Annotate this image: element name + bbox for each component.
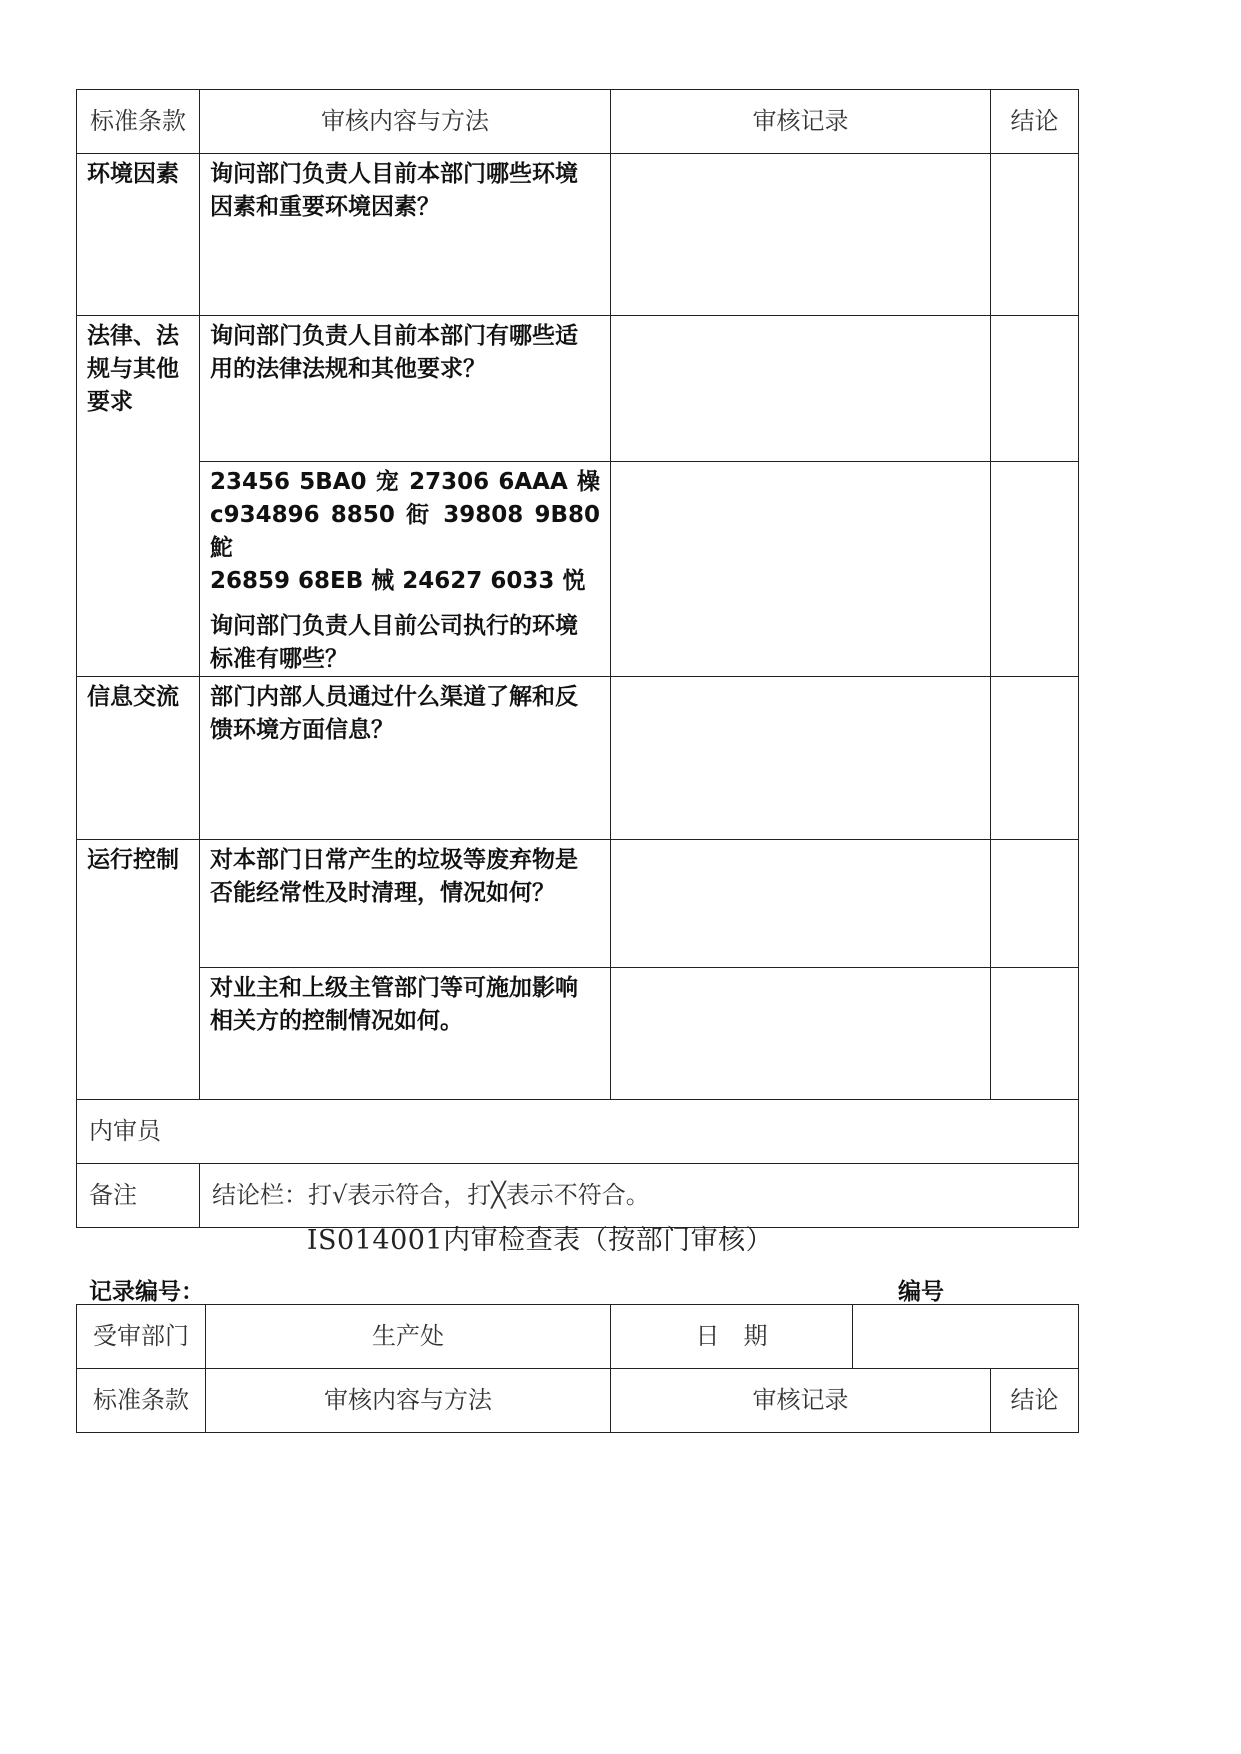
header-clause: 标准条款: [77, 90, 200, 154]
conclusion-cell[interactable]: [991, 462, 1079, 677]
record-cell[interactable]: [611, 316, 991, 462]
table-header-row: [77, 90, 1079, 154]
clause-cell: 环境因素: [77, 154, 200, 316]
table-row: [77, 677, 1079, 840]
number-label: 编号: [898, 1279, 944, 1305]
record-cell[interactable]: [611, 154, 991, 316]
header-audit-record: 审核记录: [611, 90, 991, 154]
table-row: [77, 840, 1079, 968]
content-cell: 部门内部人员通过什么渠道了解和反馈环境方面信息？: [200, 677, 611, 840]
dept-row: [77, 1305, 1079, 1369]
auditor-row: [77, 1100, 1079, 1164]
header-content-method: 审核内容与方法: [200, 90, 611, 154]
record-cell[interactable]: [611, 677, 991, 840]
table-row: [77, 316, 1079, 462]
header-clause: 标准条款: [77, 1369, 206, 1433]
date-label: 日 期: [611, 1305, 853, 1369]
audit-table-upper: [76, 89, 1079, 1228]
record-number-label: 记录编号：: [89, 1279, 204, 1305]
dept-value: 生产处: [206, 1305, 611, 1369]
table-row: [77, 968, 1079, 1100]
conclusion-cell[interactable]: [991, 316, 1079, 462]
clause-cell: 运行控制: [77, 840, 200, 1100]
conclusion-cell[interactable]: [991, 840, 1079, 968]
content-text: 询问部门负责人目前公司执行的环境标准有哪些？: [210, 613, 578, 672]
code-line: 26859 68EB 械 24627 6033 悦: [210, 568, 586, 594]
clause-cell: 法律、法规与其他要求: [77, 316, 200, 677]
conclusion-cell[interactable]: [991, 154, 1079, 316]
record-cell[interactable]: [611, 462, 991, 677]
content-cell: 询问部门负责人目前本部门有哪些适用的法律法规和其他要求？: [200, 316, 611, 462]
header-content-method: 审核内容与方法: [206, 1369, 611, 1433]
content-cell: 询问部门负责人目前本部门哪些环境因素和重要环境因素？: [200, 154, 611, 316]
content-cell: 对业主和上级主管部门等可施加影响相关方的控制情况如何。: [200, 968, 611, 1100]
header-audit-record: 审核记录: [611, 1369, 991, 1433]
document-title: IS014001内审检查表（按部门审核）: [306, 1225, 774, 1256]
remarks-text: 结论栏：打√表示符合，打╳表示不符合。: [200, 1164, 1079, 1228]
content-cell: 对本部门日常产生的垃圾等废弃物是否能经常性及时清理，情况如何？: [200, 840, 611, 968]
clause-cell: 信息交流: [77, 677, 200, 840]
table-row: [77, 154, 1079, 316]
date-value[interactable]: [853, 1305, 1079, 1369]
auditor-label: 内审员: [77, 1100, 1079, 1164]
header-conclusion: 结论: [991, 90, 1079, 154]
remarks-label: 备注: [77, 1164, 200, 1228]
header-conclusion: 结论: [991, 1369, 1079, 1433]
code-line: c934896 8850 衐 39808 9B80 鮀: [210, 502, 600, 561]
table-header-row: [77, 1369, 1079, 1433]
record-cell[interactable]: [611, 840, 991, 968]
code-line: 23456 5BA0 宠 27306 6AAA 橾: [210, 469, 600, 495]
dept-label: 受审部门: [77, 1305, 206, 1369]
conclusion-cell[interactable]: [991, 968, 1079, 1100]
audit-table-lower: [76, 1304, 1079, 1433]
content-cell: [200, 462, 611, 677]
table-row: [77, 462, 1079, 677]
conclusion-cell[interactable]: [991, 677, 1079, 840]
record-cell[interactable]: [611, 968, 991, 1100]
